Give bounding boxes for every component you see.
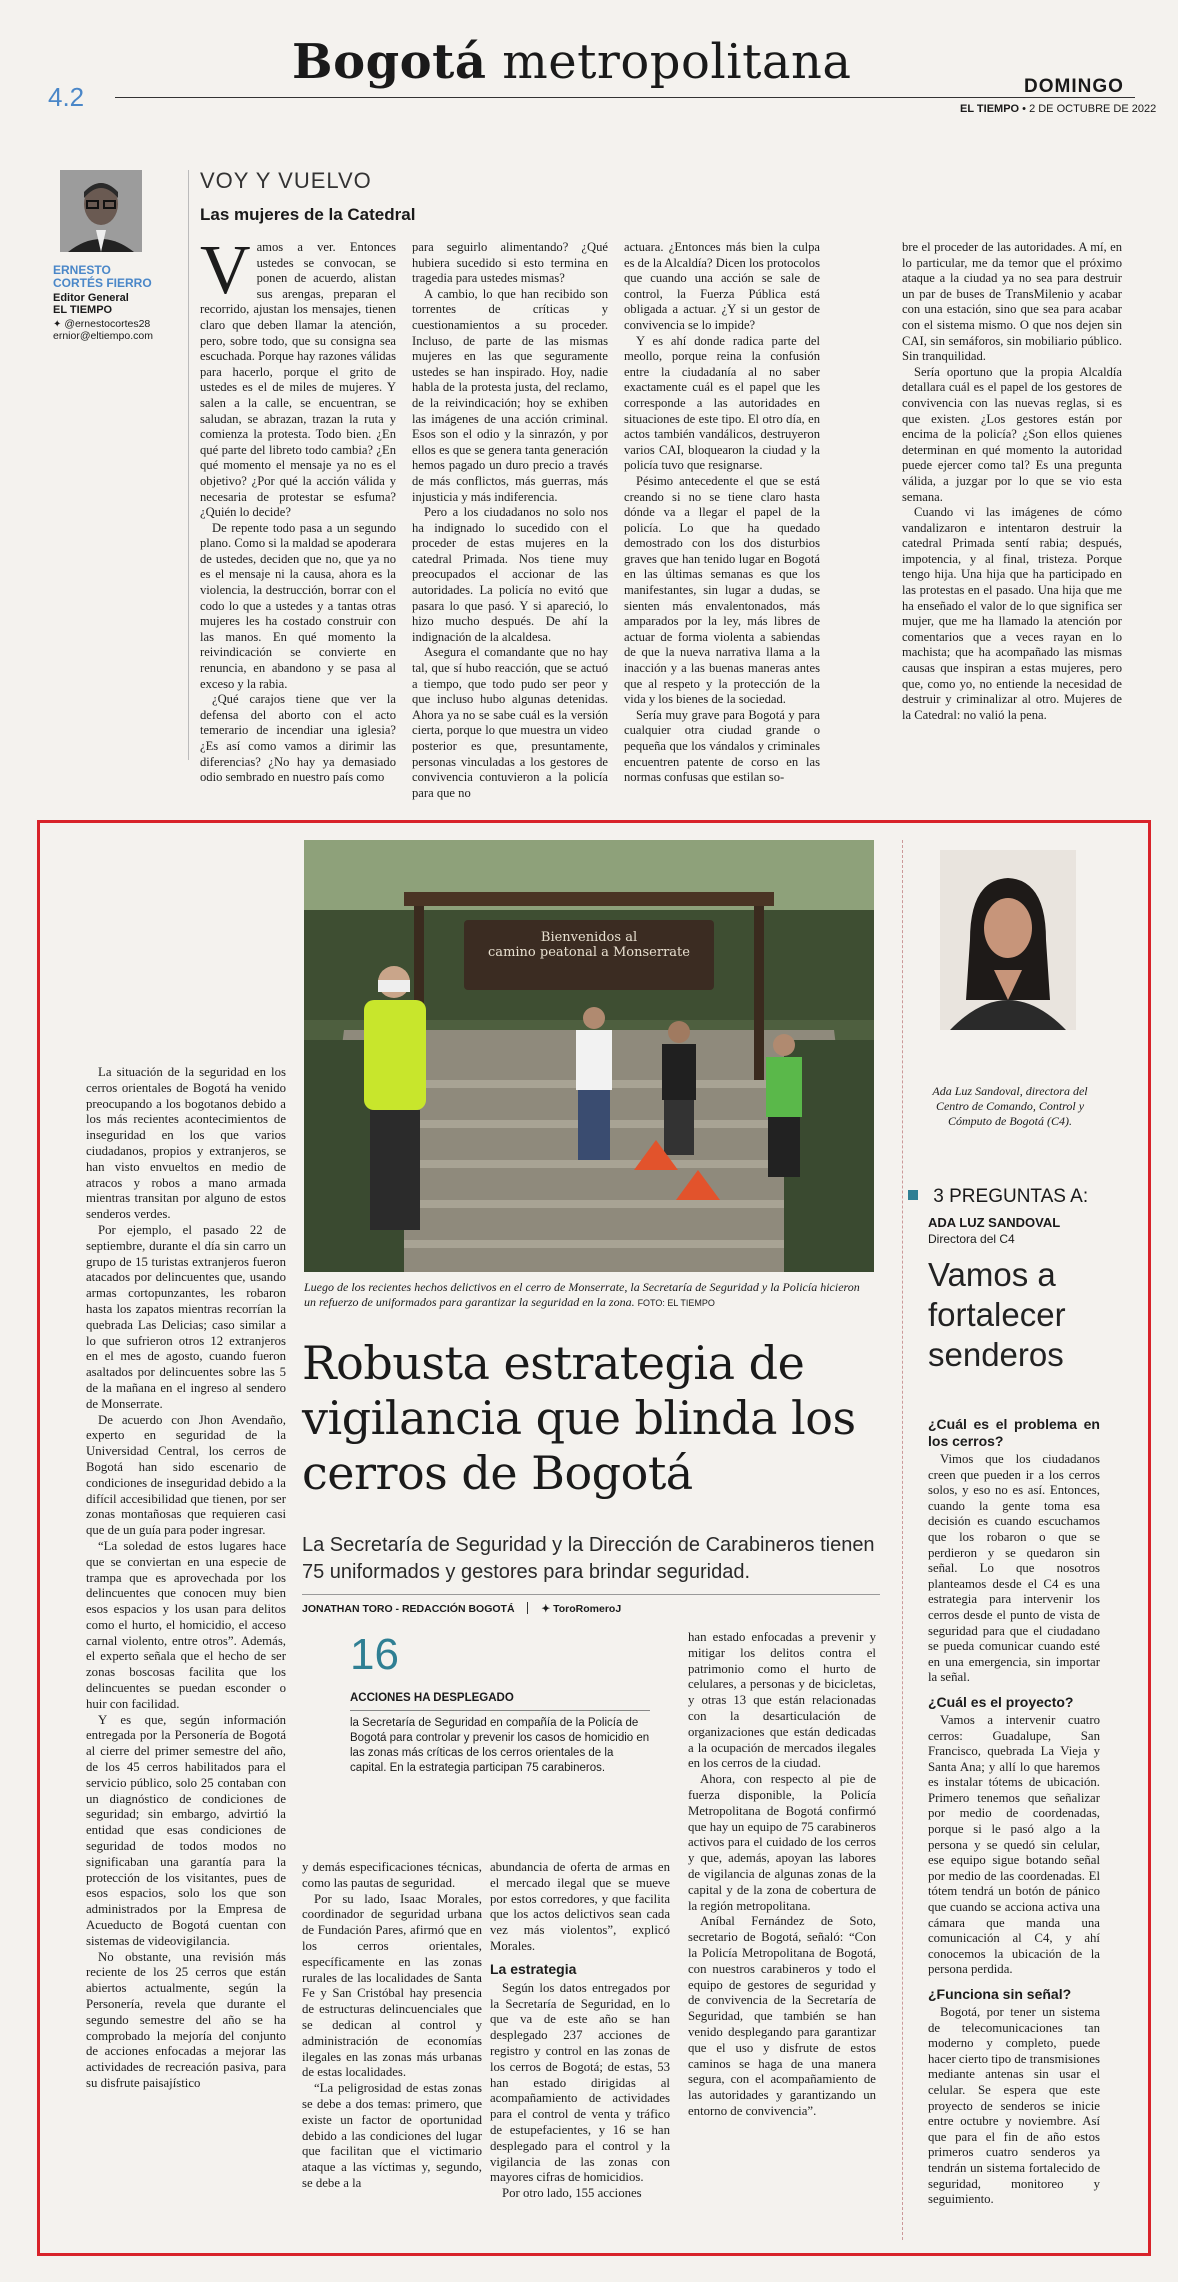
column-paragraph: bre el proceder de las autoridades. A mí, en lo particular, me da temor que el próximo ataque a la ciudad ya no sea para destruir un par de buses de TransMilenio y acabar con una estación, sino que sea para acabar con el sistema mismo. O que nos dejen sin CAI, sin semáforos, sin mobiliario público. Sin tranquilidad.	[902, 240, 1122, 364]
photo-sign-top: Bienvenidos al	[540, 930, 638, 945]
column-paragraph: ¿Qué carajos tiene que ver la defensa del aborto con el acto temerario de incendiar una iglesia? ¿Es así como vamos a dirimir las diferencias? ¿No hay ya demasiado odio sembrado en nuestro país como	[200, 692, 396, 785]
article-paragraph: y demás especificaciones técnicas, como las pautas de seguridad.	[302, 1860, 482, 1890]
sidebar-divider	[902, 840, 904, 2240]
article-subhead: La Secretaría de Seguridad y la Dirección de Carabineros tienen 75 uniformados y gestores para brindar seguridad.	[302, 1534, 875, 1583]
author-org: EL TIEMPO	[53, 304, 113, 316]
sidebar-headline: Vamos a fortalecer senderos	[928, 1256, 1066, 1373]
stat-text: la Secretaría de Seguridad en compañía de la Policía de Bogotá para controlar y prevenir los casos de homicidio en las zonas más críticas de los cerros orientales de la capital. En la estrategia participan 75 carabineros.	[350, 1717, 650, 1774]
photo-caption-text: Luego de los recientes hechos delictivos en el cerro de Monserrate, la Secretaría de Seguridad y la Policía hicieron un refuerzo de uniformados para garantizar la seguridad en la zona.	[304, 1280, 860, 1309]
question-1: ¿Cuál es el problema en los cerros?	[928, 1416, 1100, 1449]
column-paragraph: Y es ahí donde radica parte del meollo, porque reina la confusión entre la ciudadanía al no saber exactamente cuál es el papel que les corresponde a las autoridades en situaciones de este tipo. El otro día, en actos también vandálicos, destruyeron varios CAI, bloquearon la ciudad y la policía tuvo que resignarse.	[624, 333, 820, 473]
answer-3: Bogotá, por tener un sistema de telecomunicaciones tan moderno y completo, puede hacer cierto tipo de transmisiones mediante antenas sin usar el celular. Se espera que este proyecto de senderos se inicie entre octubre y noviembre. Así que para el fin de año estos primeros cuatro senderos ya tendrán un sistema fortalecido de seguridad, monitoreo y seguimiento.	[928, 2005, 1100, 2207]
article-column-4	[688, 1630, 876, 2240]
section-title	[292, 34, 852, 90]
author-role: Editor General	[53, 292, 129, 304]
twitter-icon: ✦	[53, 319, 62, 330]
author-twitter-handle: @ernestocortes28	[64, 318, 151, 330]
article-column-3	[490, 1860, 670, 2240]
header-rule	[115, 97, 1135, 98]
sidebar-qa	[928, 1408, 1100, 2248]
sidebar-name: ADA LUZ SANDOVAL	[928, 1215, 1061, 1230]
subheading-strategy: La estrategia	[490, 1960, 577, 1977]
column-paragraph: amos a ver. Entonces ustedes se convocan, se ponen de acuerdo, alistan sus arengas, preparan el recorrido, ajustan los mensajes, tienen claro que deben llamar la atención, pero, sobre todo, que su consigna sea escuchada. Porque hay razones válidas para hacerlo, porque el grito de ustedes es el de miles de mujeres. Y salen a la calle, se encuentran, se saludan, se abrazan, trazan la ruta y comienza la protesta. Todo bien. ¿En qué parte del libreto todo cambia? ¿En qué momento el mensaje ya no es el objetivo? ¿Por qué la acción válida y necesaria de protestar se esfuma? ¿Quién lo decide?	[200, 240, 396, 520]
main-photo	[304, 840, 874, 1272]
column-paragraph: Pero a los ciudadanos no solo nos ha indignado lo sucedido con el proceder de estas mujeres en la catedral Primada. Nos tiene muy preocupados el accionar de las autoridades. La policía no evitó que pasara lo que pasó. Y si apareció, lo hizo mucho después. De ahí la indignación de la alcaldesa.	[412, 505, 608, 644]
article-paragraph: han estado enfocadas a prevenir y mitigar los delitos contra el patrimonio como el hurto de celulares, a personas y de bicicletas, y otras 13 que están relacionadas con la desarticulación de organizaciones que están dedicadas a la ocupación de mercados ilegales en los cerros de la ciudad.	[688, 1630, 876, 1771]
article-column-2	[302, 1860, 482, 2240]
sidebar-role: Directora del C4	[928, 1232, 1015, 1246]
page-number: 4.2	[48, 82, 85, 112]
question-2: ¿Cuál es el proyecto?	[928, 1693, 1074, 1710]
column-paragraph: actuara. ¿Entonces más bien la culpa es de la Alcaldía? Dicen los protocolos que cuando una acción se sale de control, la Fuerza Pública está obligada a actuar. ¿Y si un gestor de convivencia se lo impide?	[624, 240, 820, 332]
date: • 2 DE OCTUBRE DE 2022	[1022, 103, 1157, 115]
question-3: ¿Funciona sin señal?	[928, 1986, 1072, 2002]
column-paragraph: Sería muy grave para Bogotá y para cualquier otra ciudad grande o pequeña que los vándalos y criminales encuentren patente de corso en las normas confusas que estilan so-	[624, 707, 820, 785]
column-paragraph: A cambio, lo que han recibido son torrentes de críticas y cuestionamientos a su proceder. Incluso, de parte de las mismas mujeres en las que seguramente ustedes se han inspirado. Hoy, nadie habla de la protesta justa, del reclamo, de la reivindicación; hoy se exhiben las imágenes de una acción criminal. Esos son el odio y la sinrazón, y por ellos es que se genera tanta generación hemos pagado un duro precio a través de más conflictos, más guerras, más injusticia y más indiferencia.	[412, 286, 608, 504]
column-text-3	[624, 240, 820, 785]
author-name: ERNESTO CORTÉS FIERRO	[53, 263, 152, 290]
column-divider	[188, 170, 189, 760]
column-paragraph: Sería oportuno que la propia Alcaldía detallara cuál es el papel de los gestores de convivencia con las nuevas reglas, si es que existen. ¿Los gestores están por encima de la policía? ¿Son ellos quienes determinan en qué momento la autoridad puede ejercer como tal? Es una pregunta válida, a juzgar por lo que se vio esta semana.	[902, 364, 1122, 504]
sidebar-section-label: 3 PREGUNTAS A:	[933, 1186, 1089, 1207]
article-paragraph: De acuerdo con Jhon Avendaño, experto en seguridad de la Universidad Central, los cerros de Bogotá han sido escenario de condiciones de inseguridad debido a la difícil accesibilidad que tienen, por ser zonas montañosas que requieren casi que de un guía para poder ingresar.	[86, 1412, 286, 1538]
byline-author: JONATHAN TORO - REDACCIÓN BOGOTÁ	[302, 1603, 515, 1615]
article-paragraph: No obstante, una revisión más reciente de los 25 cerros que están abiertos actualmente, según la Personería, revela que durante el segundo semestre del año se ha comprobado la mejoría del conjunto de acciones enfocadas a mejorar las actividades de recreación pasiva, para su disfrute paisajístico	[86, 1949, 286, 2090]
byline-twitter: ToroRomeroJ	[553, 1603, 622, 1615]
photo-credit: FOTO: EL TIEMPO	[637, 1298, 715, 1308]
article-paragraph: Aníbal Fernández de Soto, secretario de Bogotá, señaló: “Con la Policía Metropolitana de Bogotá, con nuestros carabineros y todo el equipo de gestores de seguridad y de convivencia de la Secretaría de Seguridad, que también se han venido desplegando para garantizar que el uso y disfrute de estos caminos se haga de una manera segura, con el acompañamiento de las autoridades y garantizando un entorno de convivencia”.	[688, 1914, 876, 2118]
article-paragraph: Y es que, según información entregada por la Personería de Bogotá al cierre del primer semestre del año, de los 45 cerros habilitados para el servicio público, solo 25 contaban con un diagnóstico de condiciones de seguridad; sin embargo, advirtió la entidad que esas condiciones de seguridad de todos modos no significaban una garantía para la protección de los visitantes, pues de esos espacios, solo los que son administrados por la Empresa de Acueducto de Bogotá cuentan con sistemas de videovigilancia.	[86, 1712, 286, 1948]
column-paragraph: Pésimo antecedente el que se está creando si no se tiene claro hasta dónde va a llegar el papel de la policía. Lo que ha quedado demostrado con los dos disturbios graves que han tenido lugar en Bogotá en las últimas semanas es que los manifestantes, sin lugar a dudas, se sienten más envalentonados, más amparados por la ley, más libres de actuar de forma violenta a sabiendas de que la nueva narrativa llama a la inacción y a las buenas maneras antes que al respeto y la protección de la vida y los bienes de la sociedad.	[624, 473, 820, 707]
column-title: Las mujeres de la Catedral	[200, 205, 416, 224]
article-headline: Robusta estrategia de vigilancia que blinda los cerros de Bogotá	[302, 1336, 856, 1500]
day-label: DOMINGO	[1024, 76, 1124, 97]
column-paragraph: De repente todo pasa a un segundo plano. Como si la maldad se apoderara de ustedes, deciden que no, que ya no es el mensaje ni la causa, ahora es la violencia, la destrucción, borrar con el codo lo que a ustedes y a tantas otras mujeres les ha costado construir con las manos. En qué momento la reivindicación se convierte en renuncia, en abandono y se pasa al exceso y la rabia.	[200, 520, 396, 691]
article-paragraph: Según los datos entregados por la Secretaría de Seguridad, en lo que va de este año se han desplegado 237 acciones de registro y control en las zonas de los cerros de Bogotá; de estas, 53 han estado dirigidas al acompañamiento de actividades para el control de venta y tráfico de estupefacientes, y 16 se han desplegado para el control y la vigilancia de las zonas con mayores cifras de homicidios.	[490, 1980, 670, 2185]
stat-number: 16	[350, 1630, 399, 1679]
stat-rule	[350, 1710, 650, 1711]
column-paragraph: para seguirlo alimentando? ¿Qué hubiera sucedido si esto termina en tragedia para ustedes mismas?	[412, 240, 608, 286]
article-paragraph: “La soledad de estos lugares hace que se conviertan en una especie de trampa que es aprovechada por los delincuentes que conocen muy bien esos espacios y los usan para delitos como el hurto, el homicidio, el acceso carnal violento, entre otros”. Además, el experto señala que el hecho de ser zonas boscosas facilita que los delincuentes se puedan esconder o huir con facilidad.	[86, 1538, 286, 1711]
photo-sign-main: camino peatonal a Monserrate	[488, 945, 690, 960]
article-paragraph: La situación de la seguridad en los cerros orientales de Bogotá ha venido preocupando a los bogotanos debido a los más recientes acontecimientos de inseguridad en los que varios ciudadanos, propios y extranjeros, se han visto envueltos en medio de atracos y robos a mano armada mientras transitan por alguno de estos senderos verdes.	[86, 1065, 286, 1222]
twitter-icon: ✦	[541, 1603, 551, 1615]
byline-rule	[302, 1594, 880, 1595]
dateline	[960, 103, 1156, 115]
column-text-2	[412, 240, 608, 800]
byline	[302, 1602, 621, 1615]
sidebar-portrait	[940, 850, 1076, 1030]
author-block	[53, 264, 203, 342]
photo-caption	[304, 1280, 874, 1311]
article-paragraph: Por ejemplo, el pasado 22 de septiembre, durante el día sin carro un grupo de 15 turistas extranjeros fueron atacados por delincuentes que, usando armas cortopunzantes, les robaron hasta los zapatos mientras recorrían la quebrada Las Delicias; caso similar a lo que sufrieron otros 12 extranjeros en el mes de agosto, cuando fueron asaltados por delincuentes sobre las 5 de la mañana en el ingreso al sendero de Monserrate.	[86, 1222, 286, 1411]
drop-cap: V	[200, 232, 251, 309]
photo-sign	[464, 920, 714, 960]
sidebar-section	[908, 1186, 1088, 1208]
column-kicker: VOY Y VUELVO	[200, 168, 372, 193]
article-left-column	[86, 1065, 286, 2245]
author-photo	[60, 170, 142, 252]
stat-label: ACCIONES HA DESPLEGADO	[350, 1692, 514, 1704]
section-title-bold: Bogotá	[292, 34, 487, 90]
answer-1: Vimos que los ciudadanos creen que pueden ir a los cerros solos, y eso no es así. Entonces, cuando la gente toma esa decisión es cuando escuchamos que los robaron o que se perdieron y se quedaron sin señal. Lo que nosotros planteamos desde el C4 es una estrategia para intervenir los cerros desde el punto de vista de seguridad para que el ciudadano se pueda comunicar cuando esté en una emergencia, sin importar la señal.	[928, 1452, 1100, 1685]
portrait-caption: Ada Luz Sandoval, directora del Centro de Comando, Control y Cómputo de Bogotá (C4).	[932, 1084, 1088, 1128]
article-paragraph: Por otro lado, 155 acciones	[502, 2186, 642, 2201]
article-paragraph: “La peligrosidad de estas zonas se debe a dos temas: primero, que existe un factor de oportunidad debido a las condiciones del lugar que facilitan que el victimario ataque a las víctimas y, segundo, se debe a la	[302, 2081, 482, 2190]
column-text-4	[902, 240, 1122, 800]
column-text-1	[200, 232, 396, 785]
section-square-icon	[908, 1190, 918, 1200]
answer-2: Vamos a intervenir cuatro cerros: Guadalupe, San Francisco, quebrada La Vieja y Santa Ana; y allí lo que haremos es instalar tótems de ubicación. Primero tenemos que señalizar por medio de coordenadas, porque si le pasó algo a la persona y se quedó sin celular, ese equipo sigue botando señal por medio de las coordenadas. El tótem tendrá un botón de pánico que cuando se acciona activa una cámara que manda una comunicación al C4, y ahí conocemos la ubicación de la persona perdida.	[928, 1712, 1100, 1977]
article-paragraph: Ahora, con respecto al pie de fuerza disponible, la Policía Metropolitana de Bogotá confirmó que hay un equipo de 75 carabineros activos para el cuidado de los cerros y que, además, apoyan las labores de vigilancia de algunas zonas de la capital y de la zona de cobertura de la región metropolitana.	[688, 1772, 876, 1913]
column-paragraph: Asegura el comandante que no hay tal, que sí hubo reacción, que se actuó a tiempo, que todo pudo ser peor y que incluso hubo algunas detenidas. Ahora ya no se sabe cuál es la versión cierta, porque lo que muestra un video posterior es que, presuntamente, personas vinculadas a los gestores de convivencia contuvieron a la policía para que no	[412, 645, 608, 800]
article-paragraph: Por su lado, Isaac Morales, coordinador de seguridad urbana de Fundación Pares, afirmó que en los cerros orientales, específicamente en las zonas rurales de las localidades de Santa Fe y San Cristóbal hay presencia de estructuras delincuenciales que se dedican al control y administración de economías ilegales en las zonas más urbanas de estas localidades.	[302, 1891, 482, 2080]
section-title-rest: metropolitana	[502, 34, 852, 90]
article-paragraph: abundancia de oferta de armas en el mercado ilegal que se mueve por estos corredores, y que facilita que los actos delictivos sean cada vez más violentos”, explicó Morales.	[490, 1860, 670, 1953]
column-paragraph: Cuando vi las imágenes de cómo vandalizaron e intentaron destruir la catedral Primada sentí rabia; después, impotencia, y al final, tristeza. Porque tengo hija. Una hija que ha participado en las protestas en el pasado. Una hija que me ha enseñado el valor de lo que significa ser mujer, que me ha llamado la atención por comentarios que a veces rayan en lo machista; que ha acompañado las mismas causas que inspiran a estas mujeres, pero que, como yo, no entiende la necesidad de destruir y criminalizar al otro. Mujeres de la Catedral: no valió la pena.	[902, 505, 1122, 722]
paper-name: EL TIEMPO	[960, 103, 1020, 115]
byline-divider	[527, 1602, 528, 1614]
author-email: ernior@eltiempo.com	[53, 330, 153, 342]
author-twitter	[53, 318, 203, 330]
